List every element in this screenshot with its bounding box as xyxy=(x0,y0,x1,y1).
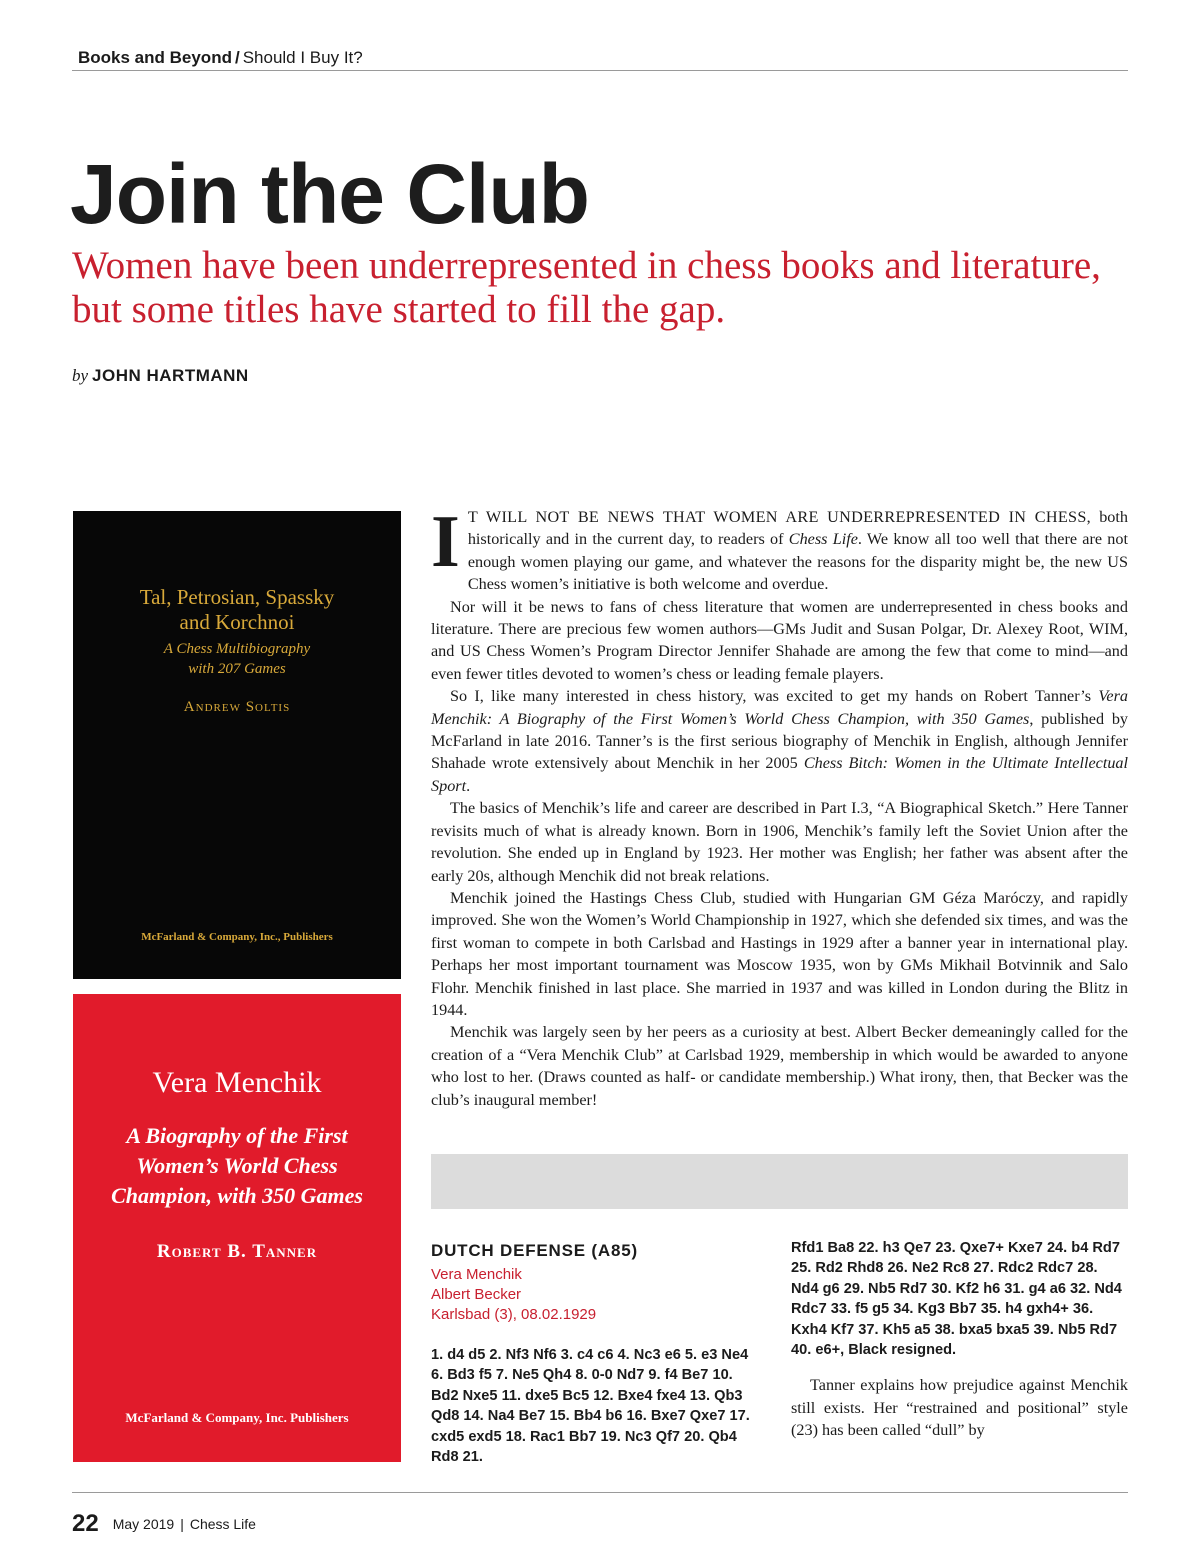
text-run: , published by McFarland in late 2016. Tanner’s is the first serious biography of Menchik in English, although Jennifer Shahade wrote extensively about Menchik in her 2005 xyxy=(431,709,1129,773)
book-cover-soltis xyxy=(73,511,401,979)
book-cover-publisher: McFarland & Company, Inc. Publishers xyxy=(125,1410,349,1425)
book-cover-author: Andrew Soltis xyxy=(183,699,291,715)
divider-bar xyxy=(431,1154,1128,1209)
article-paragraph xyxy=(431,685,1128,797)
byline-prefix: by xyxy=(72,366,89,385)
text-run: So I, like many interested in chess history, was excited to get my hands on Robert Tanner’s xyxy=(450,687,1099,706)
magazine-name: Chess Life xyxy=(189,1516,256,1532)
right-column xyxy=(791,1238,1128,1442)
article-paragraph: The basics of Menchik’s life and career are described in Part I.3, “A Biographical Sketch.” Here Tanner revisits much of what is already known. Born in 1906, Menchik’s family left the Soviet Union after the revolution. She ended up in England by 1923. Her mother was English; her father was absent after the early 20s, although Menchik did not break relations. xyxy=(431,799,1128,885)
section-name: Books and Beyond xyxy=(78,48,232,67)
lead-in: T WILL NOT BE NEWS THAT WOMEN ARE UNDERREPRESENTED IN CHESS, xyxy=(467,508,1092,526)
text-run: . xyxy=(466,776,471,795)
issue-date: May 2019 xyxy=(112,1516,175,1532)
header-rule xyxy=(72,70,1128,71)
article-dek: Women have been underrepresented in chess books and literature, but some titles have started to fill the gap. xyxy=(72,244,1101,331)
section-header xyxy=(78,48,1128,68)
article-paragraph: Menchik was largely seen by her peers as a curiosity at best. Albert Becker demeaningly called for the creation of a “Vera Menchik Club” at Carlsbad 1929, membership in which would be awarded to anyone who lost to her. (Draws counted as half- or candidate membership.) What irony, then, that Becker was the club’s inaugural member! xyxy=(431,1023,1128,1109)
footer-rule xyxy=(72,1492,1128,1493)
article-paragraph: Tanner explains how prejudice against Menchik still exists. Her “restrained and positional” style (23) has been called “dull” by xyxy=(791,1376,1128,1440)
page-footer xyxy=(72,1510,256,1538)
subsection-name: Should I Buy It? xyxy=(242,48,363,67)
header-separator: / xyxy=(234,48,240,67)
game-score xyxy=(431,1241,761,1467)
footer-separator: | xyxy=(180,1516,184,1532)
game-opening-heading: DUTCH DEFENSE (A85) xyxy=(431,1241,638,1260)
game-moves: 1. d4 d5 2. Nf3 Nf6 3. c4 c6 4. Nc3 e6 5. e3 Ne4 6. Bd3 f5 7. Ne5 Qh4 8. 0-0 Nd7 9. f4 Be7 10. Bd2 Nxe5 11. dxe5 Bc5 12. Bxe4 fxe4 13. Qb3 Qd8 14. Na4 Be7 15. Bb4 b6 16. Bxe7 Qxe7 17. cxd5 exd5 18. Rac1 Bb7 19. Nc3 Qf7 20. Qb4 Rd8 21. xyxy=(431,1347,750,1466)
article-paragraph: Nor will it be news to fans of chess literature that women are underrepresented in chess books and literature. There are precious few women authors—GMs Judit and Susan Polgar, Dr. Alexey Root, WIM, and US Chess Women’s Program Director Jennifer Shahade are among the few that come to mind—and even fewer titles devoted to women’s chess or leading female players. xyxy=(431,597,1128,683)
text-run: . We know all too well that there are not enough women playing our game, and whatever the reasons for the disparity might be, the new US Chess women’s initiative is both welcome and overdue. xyxy=(467,530,1128,594)
byline-author: JOHN HARTMANN xyxy=(92,366,249,385)
book-title-ref: Vera Menchik: A Biography of the First Women’s World Chess Champion, with 350 Games xyxy=(431,687,1128,728)
game-white-player: Vera Menchik xyxy=(431,1266,522,1283)
game-moves-continued: Rfd1 Ba8 22. h3 Qe7 23. Qxe7+ Kxe7 24. b4 Rd7 25. Rd2 Rhd8 26. Ne2 Rc8 27. Rdc2 Rdc7 28. Nd4 g6 29. Nb5 Rd7 30. Kf2 h6 31. g4 a6 32. Nd4 Rdc7 33. f5 g5 34. Kg3 Bb7 35. h4 gxh4+ 36. Kxh4 Kf7 37. Kh5 a5 38. bxa5 bxa5 39. Nb5 Rd7 40. e6+, Black resigned. xyxy=(791,1240,1122,1359)
text-run: both historically and in the current day, to readers of xyxy=(467,508,1128,549)
byline xyxy=(72,366,249,386)
book-cover-author: Robert B. Tanner xyxy=(156,1241,318,1262)
book-cover-title: Vera Menchik xyxy=(152,1066,322,1099)
book-cover-subtitle: A Chess Multibiography with 207 Games xyxy=(163,641,311,677)
game-black-player: Albert Becker xyxy=(431,1286,522,1303)
game-event: Karlsbad (3), 08.02.1929 xyxy=(431,1306,597,1323)
book-cover-title: Tal, Petrosian, Spassky and Korchnoi xyxy=(139,585,335,634)
drop-cap: I xyxy=(431,501,460,583)
book-cover-subtitle: A Biography of the First Women’s World Chess Champion, with 350 Games xyxy=(111,1123,363,1208)
article-title: Join the Club xyxy=(70,147,589,241)
article-body xyxy=(431,501,1129,1111)
article-paragraph: Menchik joined the Hastings Chess Club, studied with Hungarian GM Géza Maróczy, and rapidly improved. She won the Women’s World Championship in 1927, which she defended six times, and was the first woman to compete in both Carlsbad and Hastings in 1929 after a banner year in international play. Perhaps her most important tournament was Moscow 1935, won by GMs Mikhail Botvinnik and Salo Flohr. Menchik finished in last place. She married in 1937 and was killed in London during the Blitz in 1944. xyxy=(431,888,1128,1019)
page-number: 22 xyxy=(72,1510,99,1537)
article-paragraph xyxy=(431,501,1128,596)
book-title-ref: Chess Bitch: Women in the Ultimate Intellectual Sport xyxy=(431,754,1129,795)
book-cover-tanner xyxy=(73,994,401,1462)
publication-name: Chess Life xyxy=(788,530,858,549)
book-cover-publisher: McFarland & Company, Inc., Publishers xyxy=(141,931,333,943)
